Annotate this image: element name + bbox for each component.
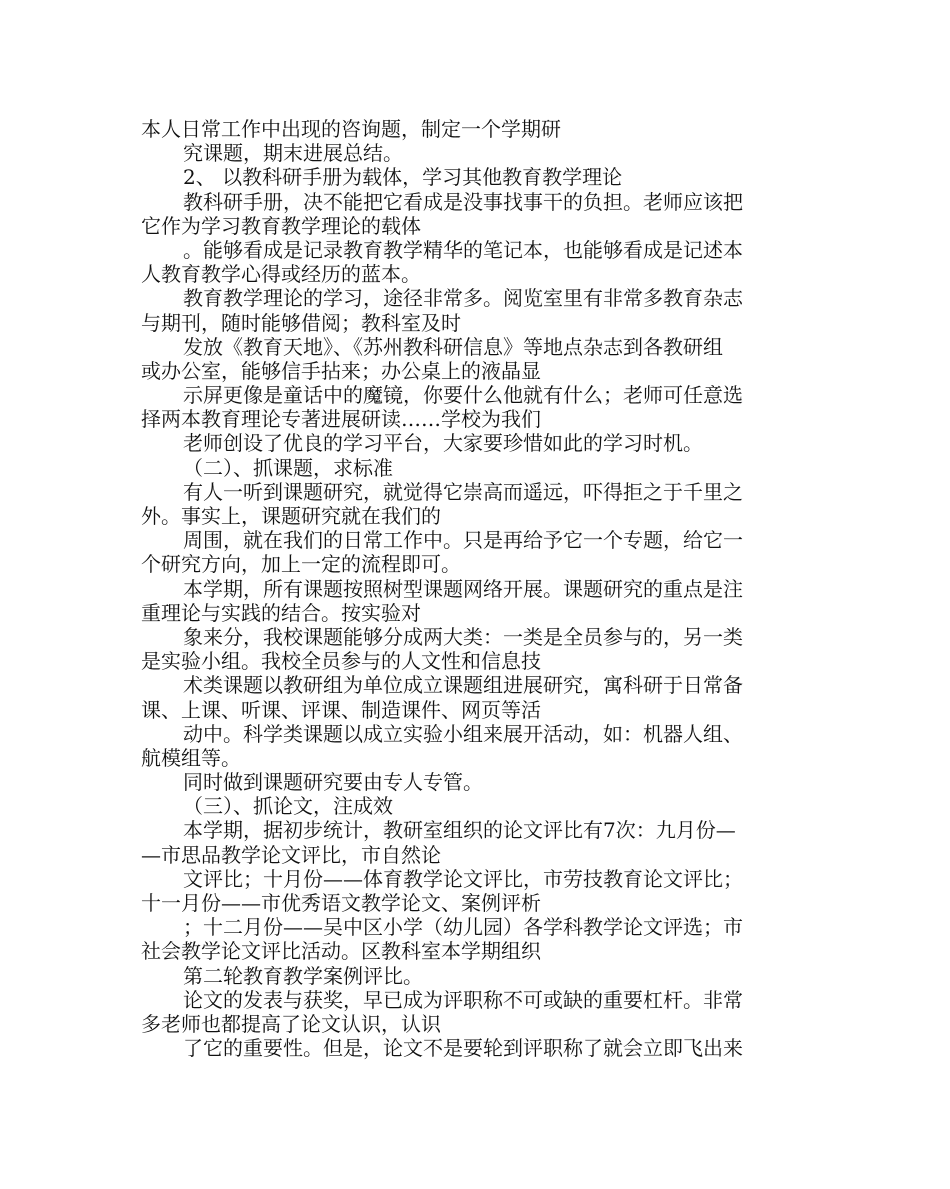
text-line: 个研究方向，加上一定的流程即可。 [141, 552, 461, 577]
text-line: 是实验小组。我校全员参与的人文性和信息技 [141, 649, 541, 674]
text-line: ；十二月份——吴中区小学（幼儿园）各学科教学论文评选；市 [183, 915, 743, 940]
text-line: 究课题，期末进展总结。 [183, 141, 403, 166]
text-line: 论文的发表与获奖，早已成为评职称不可或缺的重要杠杆。非常 [183, 987, 743, 1012]
document-body [141, 117, 813, 1060]
text-line: 它作为学习教育教学理论的载体 [141, 213, 421, 238]
text-line: 本人日常工作中出现的咨询题，制定一个学期研 [141, 117, 561, 141]
text-line: 本学期，所有课题按照树型课题网络开展。课题研究的重点是注 [183, 576, 743, 601]
text-line: （二）、抓课题，求标准 [183, 455, 393, 480]
text-line: 人教育教学心得或经历的蓝本。 [141, 262, 421, 287]
text-line: 了它的重要性。但是，论文不是要轮到评职称了就会立即飞出来 [183, 1036, 743, 1061]
text-line: 择两本教育理论专著进展研读……学校为我们 [141, 407, 541, 432]
text-line: 。能够看成是记录教育教学精华的笔记本，也能够看成是记述本 [183, 237, 743, 262]
text-line: 周围，就在我们的日常工作中。只是再给予它一个专题，给它一 [183, 528, 743, 553]
text-line: 外。事实上，课题研究就在我们的 [141, 504, 441, 528]
text-line: —市思品教学论文评比，市自然论 [141, 842, 441, 867]
text-line: 课、上课、听课、评课、制造课件、网页等活 [141, 697, 541, 722]
text-line: 与期刊，随时能够借阅；教科室及时 [141, 310, 461, 335]
text-line: 同时做到课题研究要由专人专管。 [183, 770, 483, 795]
text-line: 第二轮教育教学案例评比。 [183, 963, 423, 988]
text-line: 教育教学理论的学习，途径非常多。阅览室里有非常多教育杂志 [183, 286, 743, 311]
text-line: 2、 以教科研手册为载体，学习其他教育教学理论 [183, 165, 623, 190]
text-line: 航模组等。 [141, 745, 241, 770]
text-line: （三）、抓论文，注成效 [183, 794, 393, 819]
text-line: 本学期，据初步统计，教研室组织的论文评比有7次：九月份— [183, 818, 736, 843]
text-line: 教科研手册，决不能把它看成是没事找事干的负担。老师应该把 [183, 189, 743, 214]
text-line: 或办公室，能够信手拈来；办公桌上的液晶显 [141, 358, 541, 383]
text-line: 示屏更像是童话中的魔镜，你要什么他就有什么；老师可任意选 [183, 383, 743, 408]
text-line: 多老师也都提高了论文认识，认识 [141, 1011, 441, 1036]
text-line: 文评比；十月份——体育教学论文评比，市劳技教育论文评比； [183, 866, 743, 891]
text-line: 象来分，我校课题能够分成两大类：一类是全员参与的，另一类 [183, 624, 743, 649]
text-line: 动中。科学类课题以成立实验小组来展开活动，如：机器人组、 [183, 721, 743, 746]
text-line: 十一月份——市优秀语文教学论文、案例评析 [141, 891, 541, 915]
text-line: 社会教学论文评比活动。区教科室本学期组织 [141, 939, 541, 964]
text-line: 有人一听到课题研究，就觉得它崇高而遥远，吓得拒之于千里之 [183, 479, 743, 504]
text-line: 老师创设了优良的学习平台，大家要珍惜如此的学习时机。 [183, 431, 703, 456]
text-line: 术类课题以教研组为单位成立课题组进展研究，寓科研于日常备 [183, 673, 743, 698]
text-line: 发放《教育天地》、《苏州教科研信息》等地点杂志到各教研组 [183, 334, 723, 359]
text-line: 重理论与实践的结合。按实验对 [141, 600, 421, 625]
